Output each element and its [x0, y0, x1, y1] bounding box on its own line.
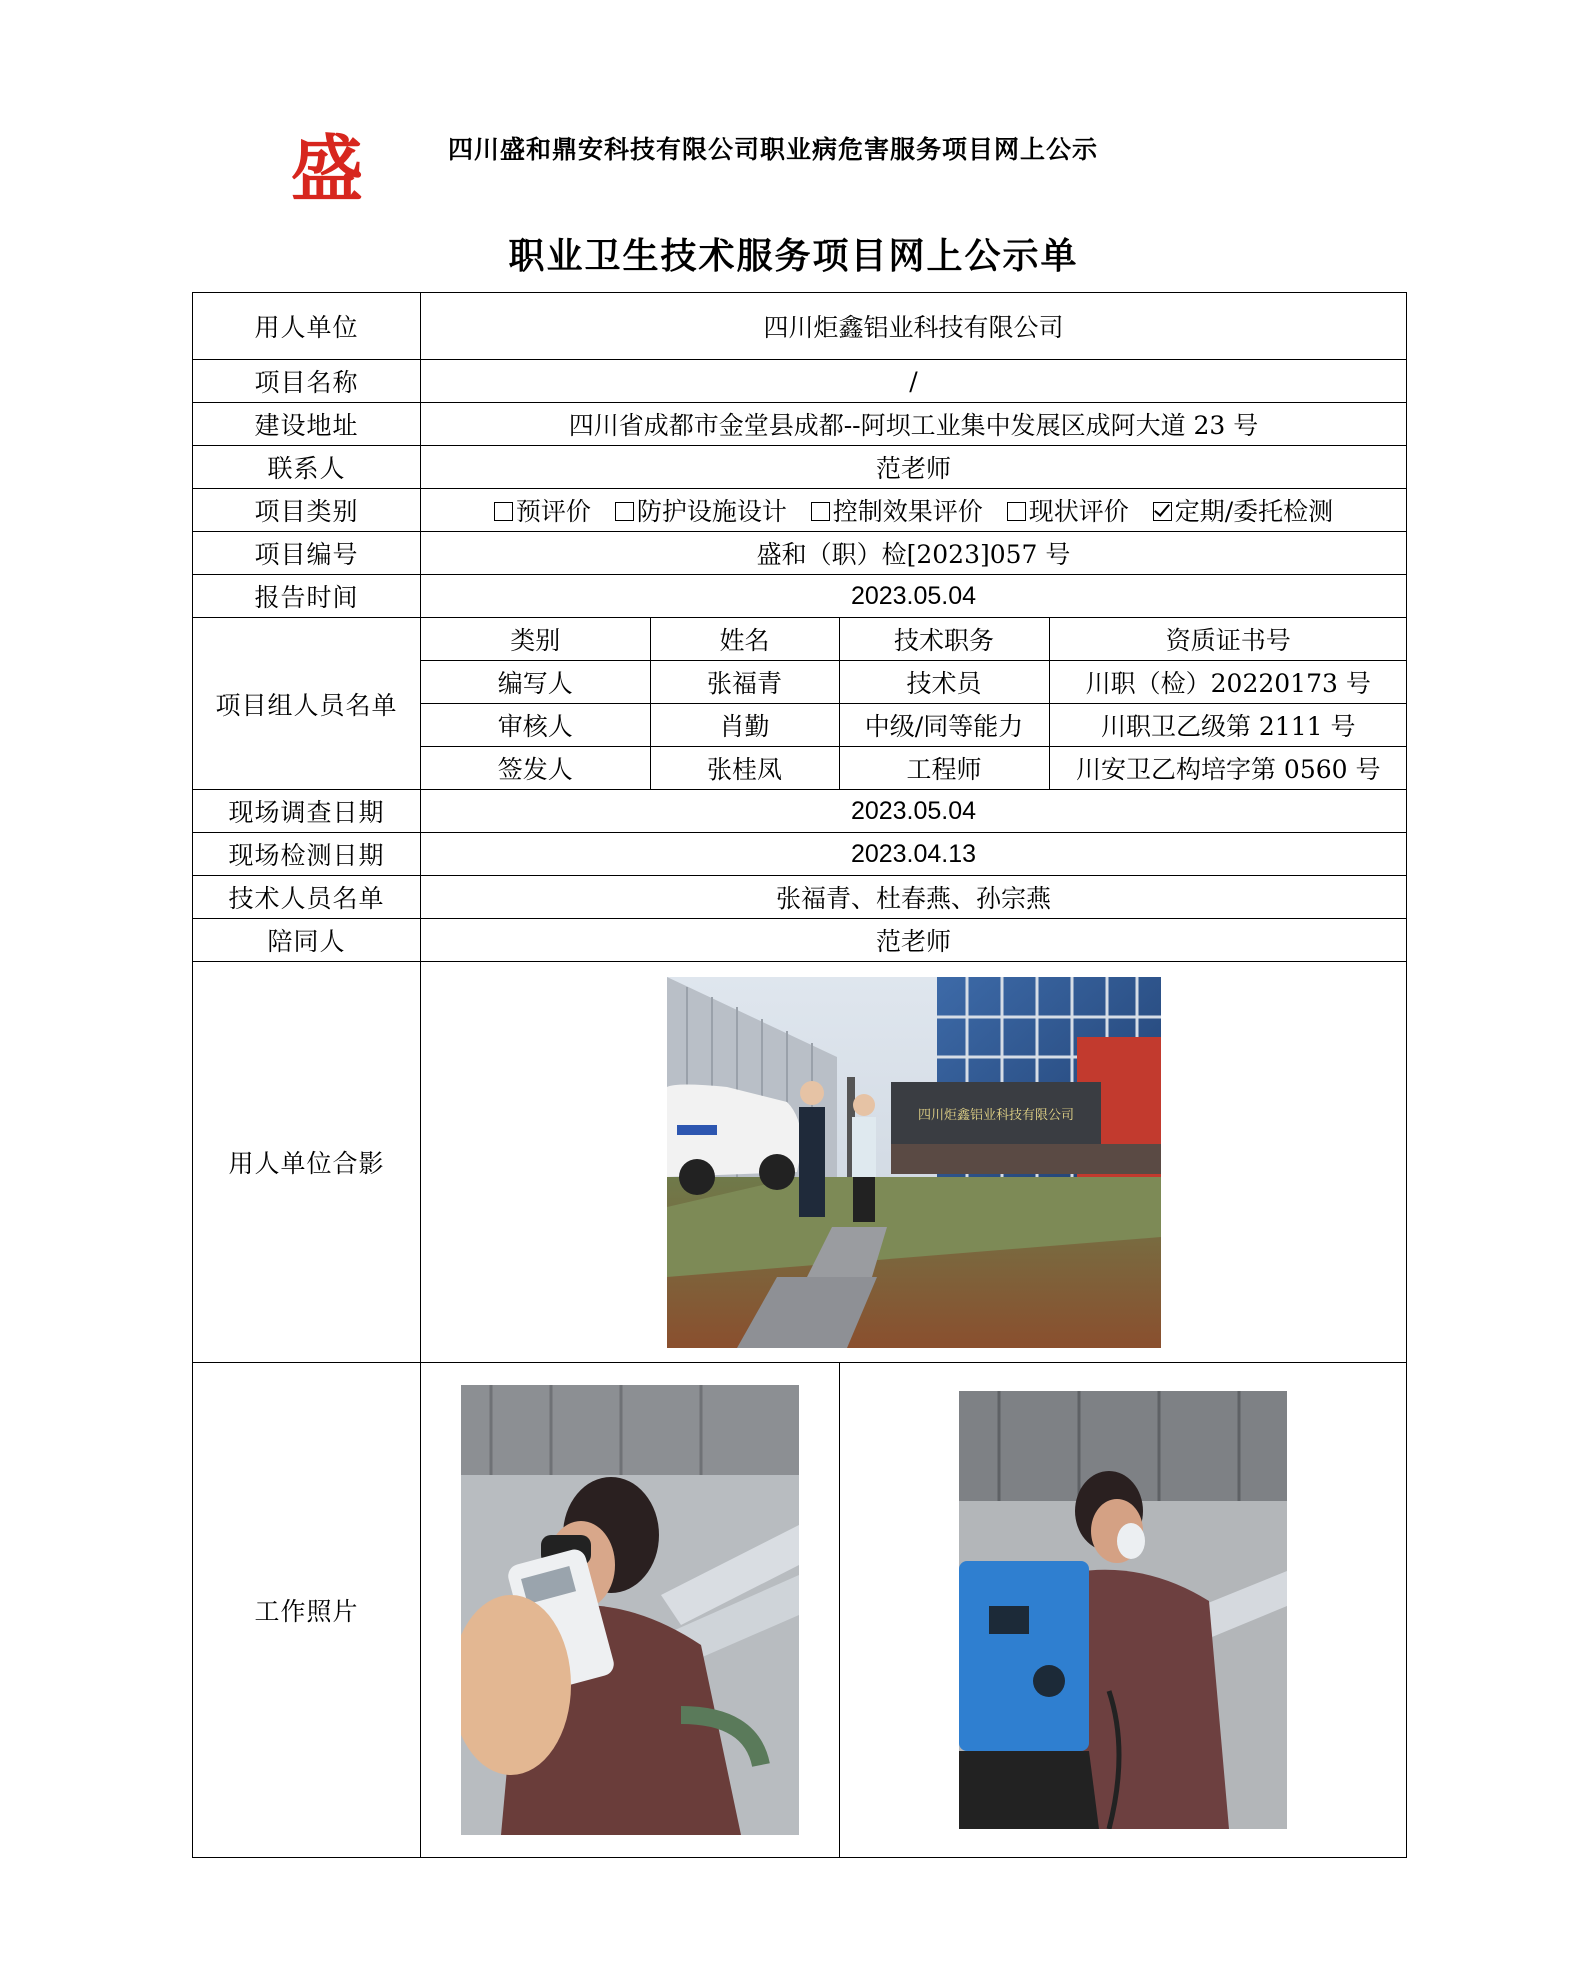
- member-name: 张福青: [650, 661, 839, 704]
- team-row: [421, 704, 1407, 747]
- project-name-value: /: [421, 360, 1407, 403]
- row-category: [193, 489, 1407, 532]
- member-certificate: 川职（检）20220173 号: [1049, 661, 1407, 704]
- group-photo-cell: [421, 962, 1407, 1363]
- work-photos-grid: [421, 1363, 1407, 1857]
- disclosure-table: [192, 292, 1407, 1858]
- row-technicians: [193, 876, 1407, 919]
- category-option-protection-design: 防护设施设计: [615, 497, 787, 526]
- team-header-name: 姓名: [650, 618, 839, 661]
- sign-text: 四川炬鑫铝业科技有限公司: [917, 1107, 1074, 1123]
- row-group-photo: [193, 962, 1407, 1363]
- row-project-no: [193, 532, 1407, 575]
- row-address: [193, 403, 1407, 446]
- row-employer: [193, 293, 1407, 360]
- document-title: 职业卫生技术服务项目网上公示单: [508, 235, 1079, 277]
- team-table: [421, 618, 1407, 789]
- work-photo-cell-left: [421, 1363, 839, 1857]
- project-no-label: 项目编号: [193, 532, 421, 575]
- team-cell: [421, 618, 1407, 790]
- logo-glyph: 盛: [290, 128, 364, 206]
- row-project-name: [193, 360, 1407, 403]
- member-certificate: 川安卫乙构培字第 0560 号: [1049, 747, 1407, 790]
- team-header-certificate: 资质证书号: [1049, 618, 1407, 661]
- companion-label: 陪同人: [193, 919, 421, 962]
- work-photos-cell: [421, 1363, 1407, 1858]
- report-time-value: 2023.05.04: [421, 575, 1407, 618]
- report-time-label: 报告时间: [193, 575, 421, 618]
- member-name: 张桂凤: [650, 747, 839, 790]
- team-header-role: 类别: [421, 618, 650, 661]
- member-role: 编写人: [421, 661, 650, 704]
- team-label: 项目组人员名单: [193, 618, 421, 790]
- survey-date-value: 2023.05.04: [421, 790, 1407, 833]
- team-header-row: [421, 618, 1407, 661]
- group-photo-label: 用人单位合影: [193, 962, 421, 1363]
- company-logo: [288, 128, 366, 206]
- technicians-value: 张福青、杜春燕、孙宗燕: [421, 876, 1407, 919]
- row-contact: [193, 446, 1407, 489]
- row-team: [193, 618, 1407, 790]
- category-option-status-evaluation: 现状评价: [1007, 497, 1129, 526]
- row-report-time: [193, 575, 1407, 618]
- member-role: 审核人: [421, 704, 650, 747]
- category-label: 项目类别: [193, 489, 421, 532]
- test-date-label: 现场检测日期: [193, 833, 421, 876]
- technicians-label: 技术人员名单: [193, 876, 421, 919]
- page-header: [0, 0, 1587, 220]
- project-no-value: 盛和（职）检[2023]057 号: [421, 532, 1407, 575]
- row-companion: [193, 919, 1407, 962]
- row-work-photos: [193, 1363, 1407, 1858]
- work-photo-dust-sampler: [959, 1391, 1287, 1829]
- team-header-title: 技术职务: [839, 618, 1049, 661]
- category-options: [421, 489, 1407, 532]
- group-photo: [667, 977, 1161, 1348]
- work-photo-noise-meter: [461, 1385, 799, 1835]
- header-title: 四川盛和鼎安科技有限公司职业病危害服务项目网上公示: [448, 135, 1099, 164]
- member-title: 技术员: [839, 661, 1049, 704]
- employer-label: 用人单位: [193, 293, 421, 360]
- row-test-date: [193, 833, 1407, 876]
- checkbox-icon: [615, 502, 634, 521]
- category-option-control-effect: 控制效果评价: [811, 497, 983, 526]
- checkbox-icon: [494, 502, 513, 521]
- member-title: 工程师: [839, 747, 1049, 790]
- survey-date-label: 现场调查日期: [193, 790, 421, 833]
- address-value: 四川省成都市金堂县成都--阿坝工业集中发展区成阿大道 23 号: [421, 403, 1407, 446]
- member-name: 肖勤: [650, 704, 839, 747]
- row-survey-date: [193, 790, 1407, 833]
- project-name-label: 项目名称: [193, 360, 421, 403]
- team-row: [421, 661, 1407, 704]
- checkbox-checked-icon: [1153, 502, 1172, 521]
- test-date-value: 2023.04.13: [421, 833, 1407, 876]
- member-certificate: 川职卫乙级第 2111 号: [1049, 704, 1407, 747]
- address-label: 建设地址: [193, 403, 421, 446]
- contact-value: 范老师: [421, 446, 1407, 489]
- contact-label: 联系人: [193, 446, 421, 489]
- category-option-pre-evaluation: 预评价: [494, 497, 591, 526]
- checkbox-icon: [811, 502, 830, 521]
- checkbox-icon: [1007, 502, 1026, 521]
- employer-value: 四川炬鑫铝业科技有限公司: [421, 293, 1407, 360]
- work-photos-label: 工作照片: [193, 1363, 421, 1858]
- category-option-periodic-testing: 定期/委托检测: [1153, 497, 1333, 526]
- companion-value: 范老师: [421, 919, 1407, 962]
- member-title: 中级/同等能力: [839, 704, 1049, 747]
- team-row: [421, 747, 1407, 790]
- member-role: 签发人: [421, 747, 650, 790]
- work-photo-cell-right: [839, 1363, 1407, 1857]
